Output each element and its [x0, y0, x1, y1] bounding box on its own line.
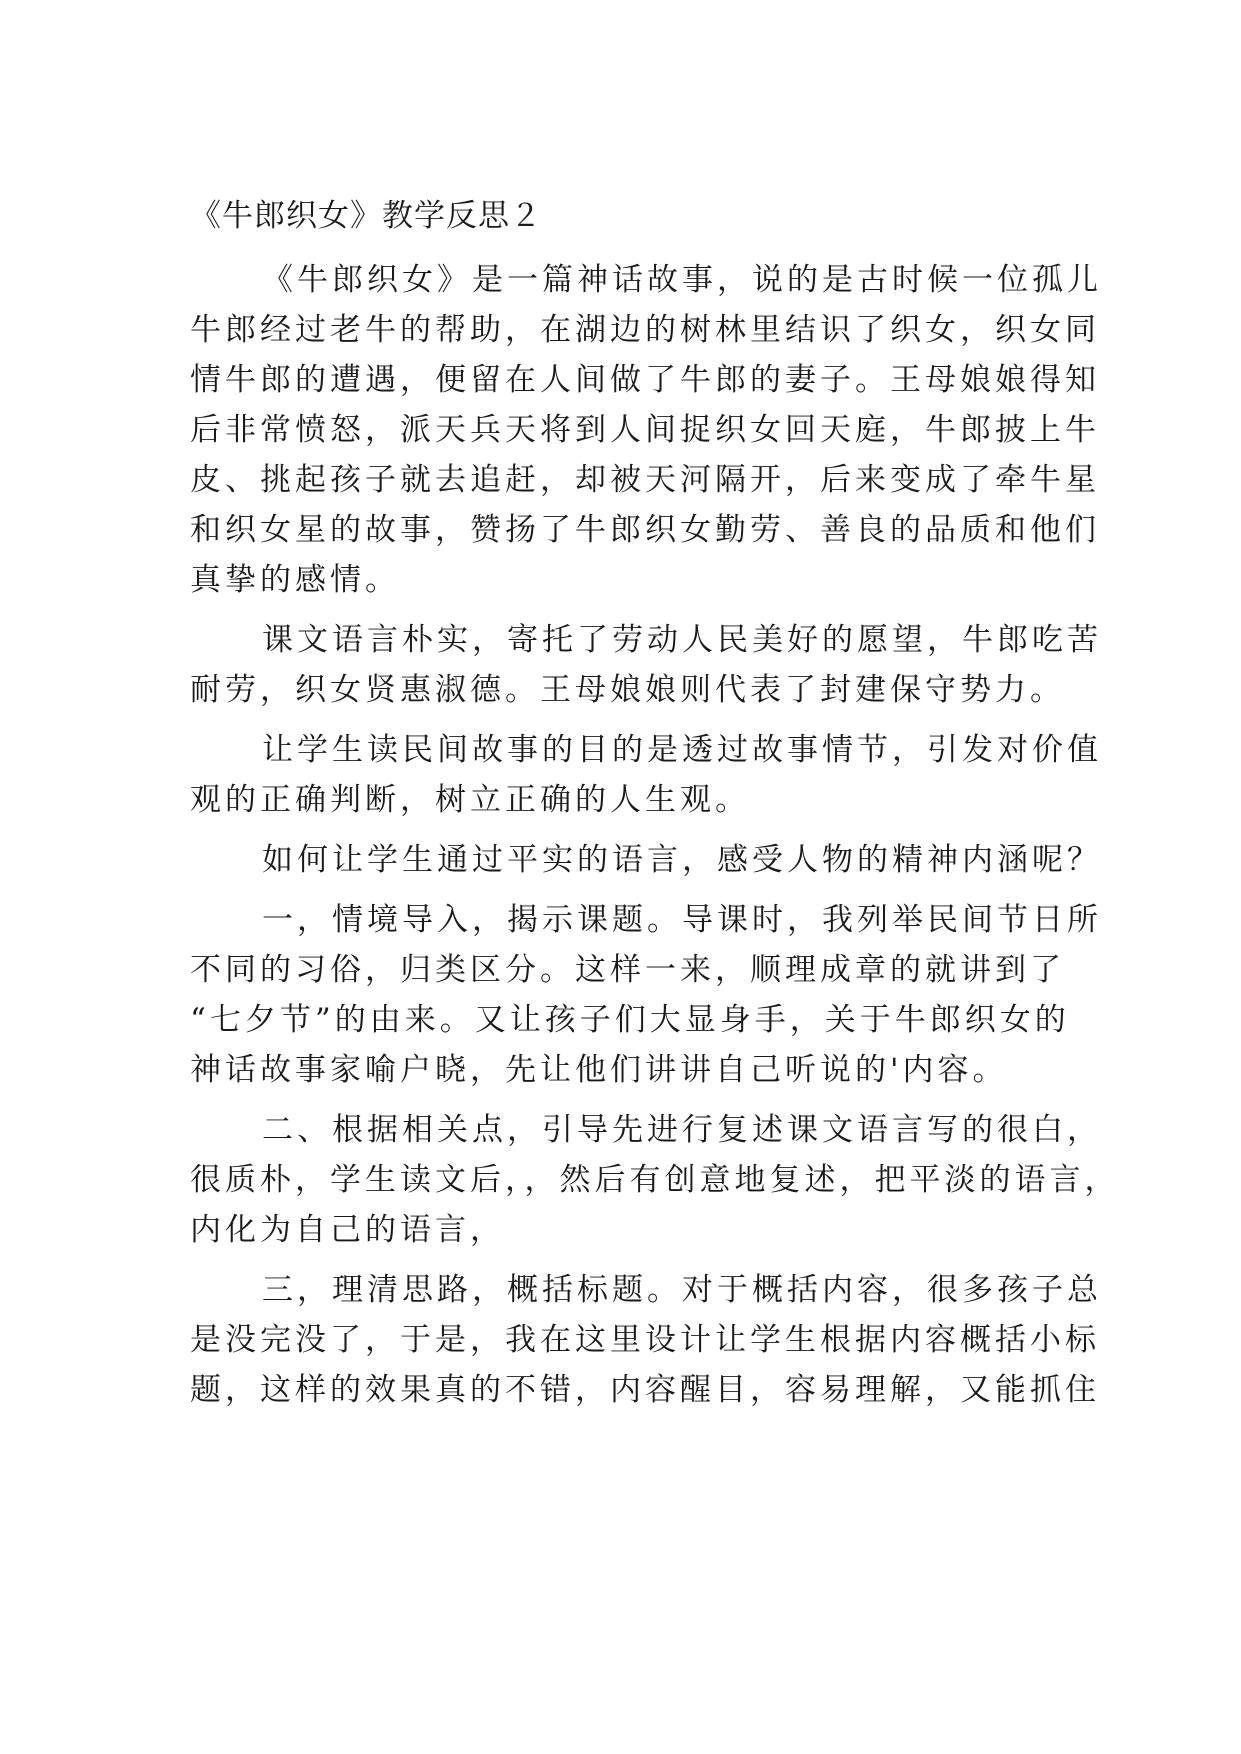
- paragraph-line: 二、根据相关点，引导先进行复述课文语言写的很白，: [262, 1112, 1102, 1148]
- paragraph-line: 后非常愤怒，派天兵天将到人间捉织女回天庭，牛郎披上牛: [190, 412, 1100, 448]
- document-title: 《牛郎织女》教学反思２: [190, 198, 542, 234]
- paragraph-line: 《牛郎织女》是一篇神话故事，说的是古时候一位孤儿: [262, 262, 1102, 298]
- paragraph-line: 如何让学生通过平实的语言，感受人物的精神内涵呢？: [262, 842, 1102, 878]
- paragraph-line: 题，这样的效果真的不错，内容醒目，容易理解，又能抓住: [190, 1372, 1100, 1408]
- paragraph-line: 神话故事家喻户晓，先让他们讲讲自己听说的'内容。: [190, 1052, 1008, 1088]
- paragraph-line: 观的正确判断，树立正确的人生观。: [190, 782, 750, 818]
- paragraph-line: 三，理清思路，概括标题。对于概括内容，很多孩子总: [262, 1272, 1102, 1308]
- paragraph-line: 课文语言朴实，寄托了劳动人民美好的愿望，牛郎吃苦: [262, 622, 1102, 658]
- paragraph-line: 和织女星的故事，赞扬了牛郎织女勤劳、善良的品质和他们: [190, 512, 1100, 548]
- paragraph-line: 很质朴，学生读文后，，然后有创意地复述，把平淡的语言，: [190, 1162, 1120, 1198]
- paragraph-line: 让学生读民间故事的目的是透过故事情节，引发对价值: [262, 732, 1102, 768]
- paragraph-line: 真挚的感情。: [190, 562, 400, 598]
- paragraph-line: 内化为自己的语言，: [190, 1212, 505, 1248]
- paragraph-line: 耐劳，织女贤惠淑德。王母娘娘则代表了封建保守势力。: [190, 672, 1065, 708]
- paragraph-line: 皮、挑起孩子就去追赶，却被天河隔开，后来变成了牵牛星: [190, 462, 1100, 498]
- paragraph-line: 不同的习俗，归类区分。这样一来，顺理成章的就讲到了: [190, 952, 1065, 988]
- paragraph-line: 是没完没了，于是，我在这里设计让学生根据内容概括小标: [190, 1322, 1100, 1358]
- paragraph-line: “七夕节”的由来。又让孩子们大显身手，关于牛郎织女的: [190, 1002, 1070, 1038]
- paragraph-line: 情牛郎的遭遇，便留在人间做了牛郎的妻子。王母娘娘得知: [190, 362, 1100, 398]
- paragraph-line: 一，情境导入，揭示课题。导课时，我列举民间节日所: [262, 902, 1102, 938]
- paragraph-line: 牛郎经过老牛的帮助，在湖边的树林里结识了织女，织女同: [190, 312, 1100, 348]
